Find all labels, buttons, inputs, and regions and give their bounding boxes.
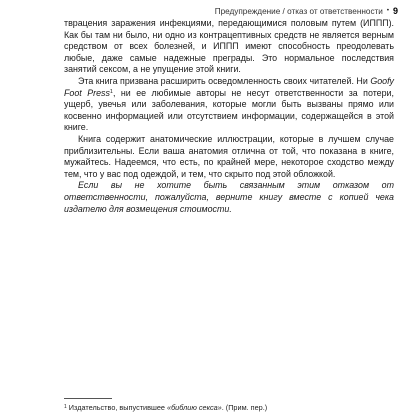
footnote-reference: 1 [109, 88, 113, 95]
body-text [64, 18, 394, 215]
publisher-name: Goofy Foot Press [64, 75, 394, 98]
paragraph-3: Книга содержит анатомические иллюстрации, которые в лучшем случае приблизительны. Если ваша анатомия отлична от той, что показана в книге, мужайтесь. Надеемся, что есть, по крайней мере, некоторое сходство между тем, что у вас под одеждой, и тем, что скрыто под этой обложкой. [64, 133, 394, 179]
footnote-quoted-title: «библию секса» [167, 403, 222, 412]
header-bullet: • [386, 8, 389, 14]
paragraph-2 [64, 76, 394, 134]
page-number: 9 [392, 6, 398, 16]
running-header [215, 6, 398, 16]
footnote-mark: 1 [64, 404, 67, 410]
running-title: Предупреждение / отказ от ответственности [214, 6, 383, 16]
footnote-divider [64, 398, 112, 399]
paragraph-2-end: , ни ее любимые авторы не несут ответственности за потери, ущерб, увечья или заболевания, которые могли быть вызваны прямо или косвенно информацией или отсутствием информации, содержащейся в этой книге. [64, 87, 394, 133]
footnote-text-end: . (Прим. пер.) [221, 403, 268, 412]
paragraph-4: Если вы не хотите быть связанным этим отказом от ответственности, пожалуйста, верните книгу вместе с копией чека издателю для возмещения стоимости. [64, 180, 394, 214]
paragraph-1: тврацения заражения инфекциями, передающимися половым путем (ИППП). Как бы там ни было, ни одно из контрацептивных средств не является верным средством от всех болезней, и ИППП имеют способность преодолевать любые, даже самые надежные преграды. Это нормальное последствия занятий сексом, а не упущение этой книги. [64, 18, 394, 75]
paragraph-2-start: Эта книга призвана расширить осведомленность своих читателей. Ни [78, 75, 371, 86]
footnote-text-start: Издательство, выпустившее [66, 403, 168, 412]
footnote [64, 403, 404, 412]
